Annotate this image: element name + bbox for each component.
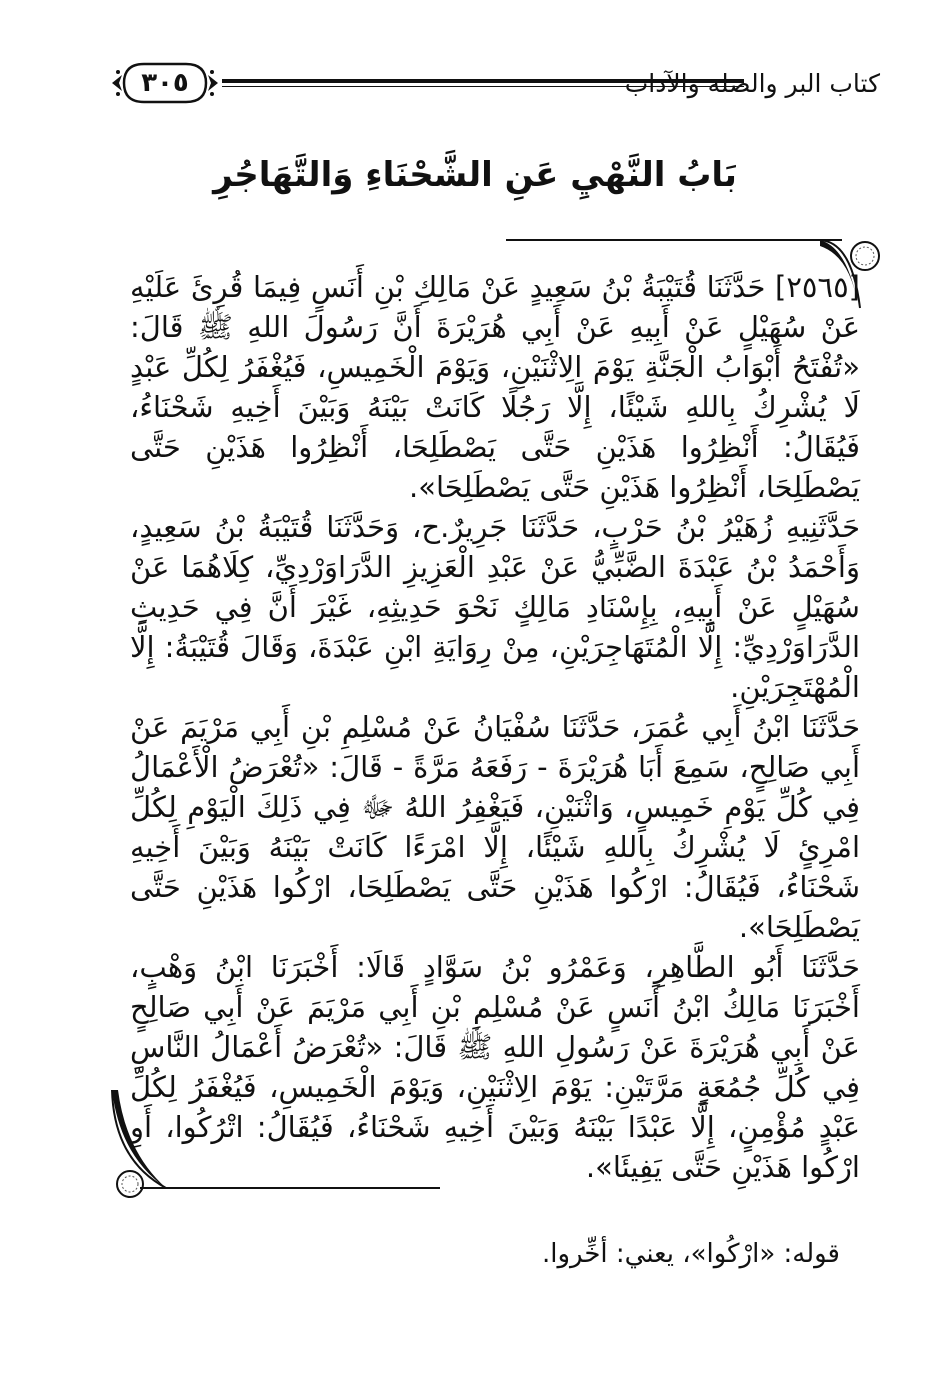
chapter-title: بَابُ النَّهْيِ عَنِ الشَّحْنَاءِ وَالتَّهَاجُرِ xyxy=(213,155,737,195)
book-title: كتاب البر والصلة والآداب xyxy=(624,69,880,98)
frame-top-rule xyxy=(506,239,842,241)
paragraph: حَدَّثَنَا أَبُو الطَّاهِرِ، وَعَمْرُو بْنُ سَوَّادٍ قَالَا: أَخْبَرَنَا ابْنُ وَهْبٍ، أَخْبَرَنَا مَالِكُ ابْنُ أَنَسٍ عَنْ مُسْلِمِ بْنِ أَبِي مَرْيَمَ عَنْ أَبِي صَالِحٍ عَنْ أَبِي هُرَيْرَةَ عَنْ رَسُولِ اللهِ ﷺ قَالَ: «تُعْرَضُ أَعْمَالُ النَّاسِ فِي كُلِّ جُمُعَةٍ مَرَّتَيْنِ: يَوْمَ الِاثْنَيْنِ، وَيَوْمَ الْخَمِيسِ، فَيُغْفَرُ لِكُلِّ عَبْدٍ مُؤْمِنٍ، إِلَّا عَبْدًا بَيْنَهُ وَبَيْنَ أَخِيهِ شَحْنَاءُ، فَيُقَالُ: اتْرُكُوا، أَوِ ارْكُوا هَذَيْنِ حَتَّى يَفِيئَا». xyxy=(130,950,860,1184)
frame-bottom-rule xyxy=(140,1187,440,1189)
footnote: قوله: «ارْكُوا»، يعني: أخِّروا. xyxy=(541,1239,840,1269)
paragraph: حَدَّثَنِيهِ زُهَيْرُ بْنُ حَرْبٍ، حَدَّثَنَا جَرِيرٌ.ح، وَحَدَّثَنَا قُتَيْبَةُ بْنُ سَعِيدٍ، وَأَحْمَدُ بْنُ عَبْدَةَ الضَّبِّيُّ عَنْ عَبْدِ الْعَزِيزِ الدَّرَاوَرْدِيِّ، كِلَاهُمَا عَنْ سُهَيْلٍ عَنْ أَبِيهِ، بِإِسْنَادِ مَالِكٍ نَحْوَ حَدِيثِهِ، غَيْرَ أَنَّ فِي حَدِيثِ الدَّرَاوَرْدِيِّ: إِلَّا الْمُتَهَاجِرَيْنِ، مِنْ رِوَايَةِ ابْنِ عَبْدَةَ، وَقَالَ قُتَيْبَةُ: إِلَّا الْمُهْتَجِرَيْنِ. xyxy=(130,510,860,704)
hadith-text xyxy=(130,267,860,1187)
corner-ornament-bottom-left-icon xyxy=(108,1090,168,1200)
page-number-badge xyxy=(110,58,220,108)
page-header xyxy=(110,58,880,108)
page-number: ٣٠٥ xyxy=(141,68,189,98)
paragraph: حَدَّثَنَا ابْنُ أَبِي عُمَرَ، حَدَّثَنَا سُفْيَانُ عَنْ مُسْلِمِ بْنِ أَبِي مَرْيَمَ عَنْ أَبِي صَالِحٍ، سَمِعَ أَبَا هُرَيْرَةَ - رَفَعَهُ مَرَّةً - قَالَ: «تُعْرَضُ الْأَعْمَالُ فِي كُلِّ يَوْمِ خَمِيسٍ، وَاثْنَيْنِ، فَيَغْفِرُ اللهُ ﷻ فِي ذَلِكَ الْيَوْمِ لِكُلِّ امْرِئٍ لَا يُشْرِكُ بِاللهِ شَيْئًا، إِلَّا امْرَءًا كَانَتْ بَيْنَهُ وَبَيْنَ أَخِيهِ شَحْنَاءُ، فَيُقَالُ: ارْكُوا هَذَيْنِ حَتَّى يَصْطَلِحَا، ارْكُوا هَذَيْنِ حَتَّى يَصْطَلِحَا». xyxy=(130,710,860,944)
paragraph: [٢٥٦٥] حَدَّثَنَا قُتَيْبَةُ بْنُ سَعِيدٍ عَنْ مَالِكِ بْنِ أَنَسٍ فِيمَا قُرِئَ عَلَيْهِ عَنْ سُهَيْلٍ عَنْ أَبِيهِ عَنْ أَبِي هُرَيْرَةَ أَنَّ رَسُولَ اللهِ ﷺ قَالَ: «تُفْتَحُ أَبْوَابُ الْجَنَّةِ يَوْمَ الِاثْنَيْنِ، وَيَوْمَ الْخَمِيسِ، فَيُغْفَرُ لِكُلِّ عَبْدٍ لَا يُشْرِكُ بِاللهِ شَيْئًا، إِلَّا رَجُلًا كَانَتْ بَيْنَهُ وَبَيْنَ أَخِيهِ شَحْنَاءُ، فَيُقَالُ: أَنْظِرُوا هَذَيْنِ حَتَّى يَصْطَلِحَا، أَنْظِرُوا هَذَيْنِ حَتَّى يَصْطَلِحَا، أَنْظِرُوا هَذَيْنِ حَتَّى يَصْطَلِحَا». xyxy=(130,270,860,504)
